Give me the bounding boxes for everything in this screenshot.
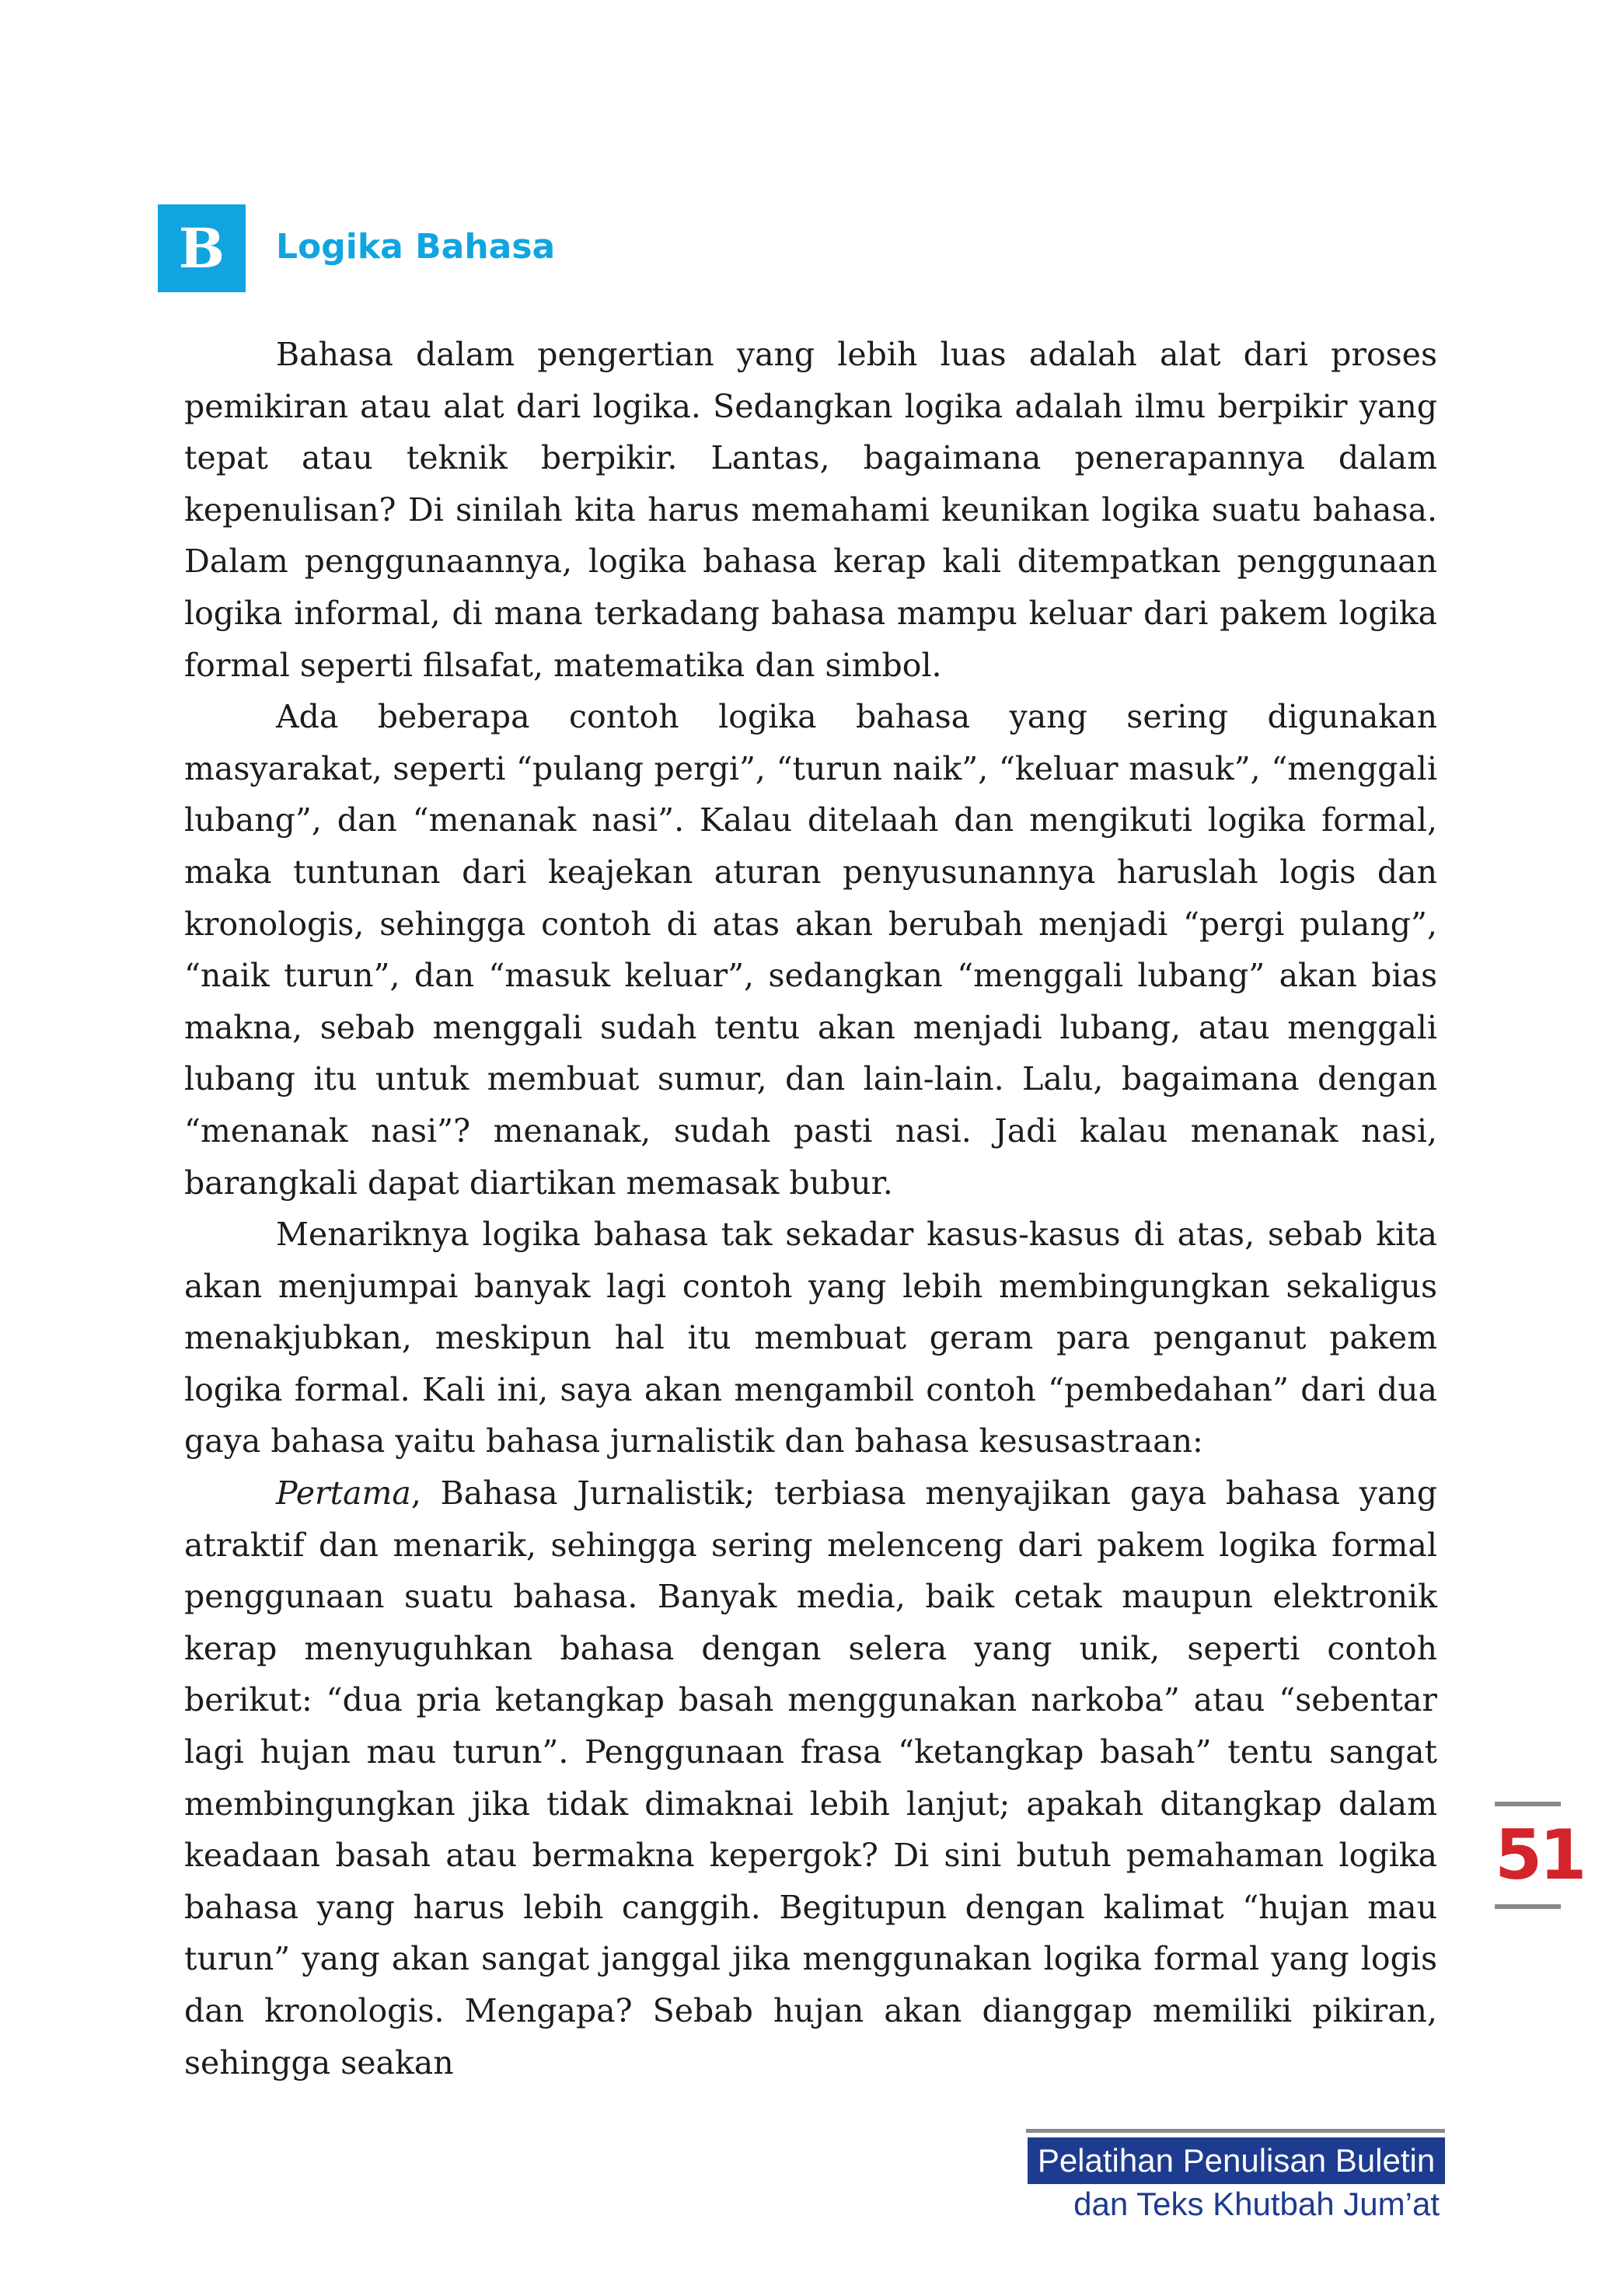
paragraph-text: , Bahasa Jurnalistik; terbiasa menyajikan gaya bahasa yang atraktif dan menarik, sehingga sering melenceng dari pakem logika formal penggunaan suatu bahasa. Banyak media, baik cetak maupun elektronik kerap menyuguhkan bahasa dengan selera yang unik, seperti contoh berikut: “dua pria ketangkap basah menggunakan narkoba” atau “sebentar lagi hujan mau turun”. Penggunaan frasa “ketangkap basah” tentu sangat membingungkan jika tidak dimaknai lebih lanjut; apakah ditangkap dalam keadaan basah atau bermakna kepergok? Di sini butuh pemahaman logika bahasa yang harus lebih canggih. Begitupun dengan kalimat “hujan mau turun” yang akan sangat janggal jika menggunakan logika formal yang logis dan kronologis. Mengapa? Sebab hujan akan dianggap memiliki pikiran, sehingga seakan <box>184 1474 1437 2081</box>
footer-rule <box>1026 2129 1445 2133</box>
footer-book-title: Pelatihan Penulisan Buletin <box>1028 2137 1445 2184</box>
page-number-rule-bottom <box>1495 1904 1561 1909</box>
paragraph: Ada beberapa contoh logika bahasa yang sering digunakan masyarakat, seperti “pulang pergi”, “turun naik”, “keluar masuk”, “menggali lubang”, dan “menanak nasi”. Kalau ditelaah dan mengikuti logika formal, maka tuntunan dari keajekan aturan penyusunannya haruslah logis dan kronologis, sehingga contoh di atas akan berubah menjadi “pergi pulang”, “naik turun”, dan “masuk keluar”, sedangkan “menggali lubang” akan bias makna, sebab menggali sudah tentu akan menjadi lubang, atau menggali lubang itu untuk membuat sumur, dan lain-lain. Lalu, bagaimana dengan “menanak nasi”? menanak, sudah pasti nasi. Jadi kalau menanak nasi, barangkali dapat diartikan memasak bubur. <box>184 698 1437 1202</box>
page-number: 51 <box>1495 1815 1584 1895</box>
page-number-rule-top <box>1495 1802 1561 1806</box>
section-title: Logika Bahasa <box>276 227 556 267</box>
paragraph <box>184 1467 1437 2088</box>
section-letter-badge: B <box>158 204 246 292</box>
footer-book-subtitle: dan Teks Khutbah Jum’at <box>1073 2186 1440 2222</box>
page-number-block <box>1495 1802 1584 1909</box>
body-text <box>184 329 1437 2088</box>
paragraph: Menariknya logika bahasa tak sekadar kasus-kasus di atas, sebab kita akan menjumpai banyak lagi contoh yang lebih membingungkan sekaligus menakjubkan, meskipun hal itu membuat geram para penganut pakem logika formal. Kali ini, saya akan mengambil contoh “pembedahan” dari dua gaya bahasa yaitu bahasa jurnalistik dan bahasa kesusastraan: <box>184 1216 1437 1460</box>
paragraph: Bahasa dalam pengertian yang lebih luas adalah alat dari proses pemikiran atau alat dari logika. Sedangkan logika adalah ilmu berpikir yang tepat atau teknik berpikir. Lantas, bagaimana penerapannya dalam kepenulisan? Di sinilah kita harus memahami keunikan logika suatu bahasa. Dalam penggunaannya, logika bahasa kerap kali ditempatkan penggunaan logika informal, di mana terkadang bahasa mampu keluar dari pakem logika formal seperti filsafat, matematika dan simbol. <box>184 336 1437 684</box>
paragraph-lead-italic: Pertama <box>276 1474 411 1513</box>
